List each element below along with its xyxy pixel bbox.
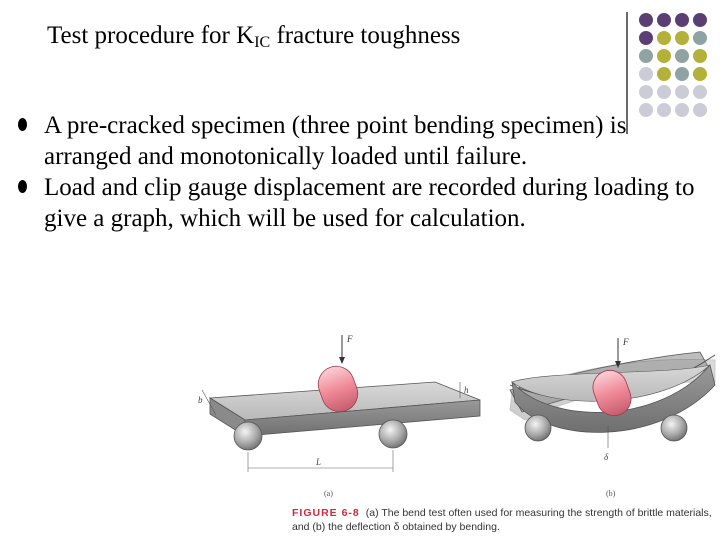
figure-caption (292, 506, 712, 534)
decorative-dot (675, 67, 689, 81)
panel-b-label: (b) (606, 489, 616, 498)
bullet-item (18, 110, 708, 172)
force-label-b: F (623, 337, 629, 347)
panel-a-label: (a) (324, 489, 333, 498)
support-roller-left (234, 422, 262, 450)
span-label: L (316, 457, 322, 467)
decorative-dot (657, 13, 671, 27)
figure-number: FIGURE 6-8 (292, 507, 360, 519)
decorative-dot (693, 67, 707, 81)
decorative-dot (675, 85, 689, 99)
decorative-dot (693, 49, 707, 63)
title-prefix: Test procedure for K (47, 22, 255, 49)
decorative-dot (675, 31, 689, 45)
decorative-dot (657, 49, 671, 63)
decorative-dot (639, 85, 653, 99)
dimension-b-label: b (198, 395, 203, 405)
decorative-dot (639, 13, 653, 27)
force-arrowhead (339, 357, 345, 364)
bullet-text: A pre-cracked specimen (three point bending specimen) is arranged and monotonically loaded until failure. (44, 112, 627, 170)
decorative-dot (639, 67, 653, 81)
bullet-marker (18, 180, 27, 193)
bullet-marker (18, 118, 27, 131)
decorative-dot (657, 85, 671, 99)
decorative-dot (657, 31, 671, 45)
decorative-dot (693, 31, 707, 45)
panel-b-bent-beam (510, 337, 715, 498)
support-roller-left-b (525, 415, 551, 441)
bullet-text: Load and clip gauge displacement are recorded during loading to give a graph, which will be used for calculation. (44, 174, 695, 232)
dimension-h-label: h (464, 385, 469, 395)
force-label-a: F (347, 334, 353, 344)
bullet-item (18, 172, 708, 234)
support-roller-right (379, 420, 407, 448)
panel-a-straight-beam (198, 334, 480, 498)
decorative-dot (675, 49, 689, 63)
support-roller-right-b (661, 415, 687, 441)
decorative-dot (639, 31, 653, 45)
decorative-dot (693, 13, 707, 27)
title-subscript: IC (254, 34, 271, 51)
title-suffix: fracture toughness (270, 22, 461, 49)
deflection-label: δ (604, 452, 609, 462)
decorative-dot (639, 49, 653, 63)
bullet-list (18, 110, 708, 234)
figure-caption-text: (a) The bend test often used for measuring the strength of brittle materials, and (b) the deflection δ obtained by bending. (292, 507, 712, 533)
decorative-dot (657, 67, 671, 81)
decorative-dot (693, 85, 707, 99)
decorative-dot (675, 13, 689, 27)
slide-title (47, 22, 460, 52)
